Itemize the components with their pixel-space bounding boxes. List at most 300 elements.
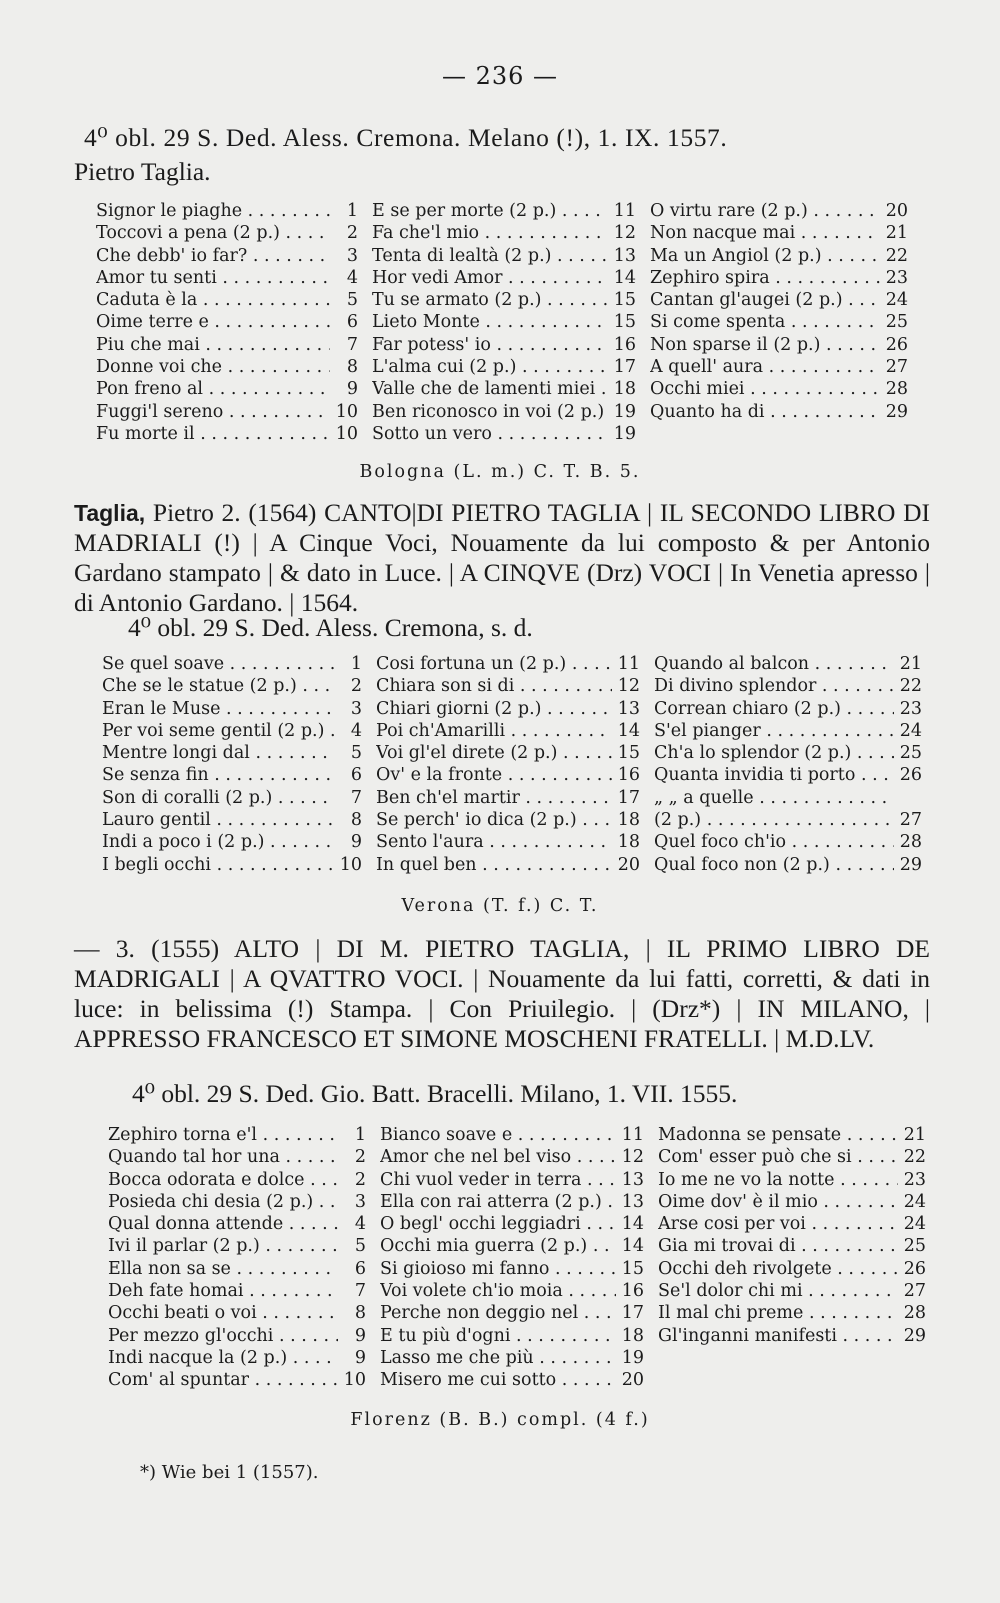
incipit-row <box>96 311 358 333</box>
incipit-number <box>894 787 922 809</box>
section1-composer: Pietro Taglia. <box>74 157 211 186</box>
incipit-number: 7 <box>350 787 362 808</box>
incipit-title: „ „ a quelle . . . <box>654 787 894 809</box>
incipit-title: Posieda chi desia (2 p.) . . . <box>108 1191 338 1213</box>
incipit-row <box>108 1369 366 1391</box>
incipit-row <box>380 1302 644 1324</box>
incipit-row <box>658 1235 926 1257</box>
section2-col <box>102 653 362 876</box>
incipit-title: Bocca odorata e dolce . . . <box>108 1169 338 1191</box>
incipit-row <box>102 787 362 809</box>
incipit-row <box>102 831 362 853</box>
incipit-title: Ov' e la fronte . . . <box>376 764 612 786</box>
incipit-number: 10 <box>343 1370 366 1391</box>
incipit-row <box>658 1258 926 1280</box>
incipit-number: 13 <box>621 1191 644 1212</box>
incipit-number: 17 <box>621 1303 644 1324</box>
incipit-number: 5 <box>350 743 362 764</box>
incipit-title: In quel ben . . . <box>376 854 612 876</box>
incipit-row <box>96 245 358 267</box>
incipit-number: 26 <box>885 334 908 355</box>
incipit-number: 3 <box>350 698 362 719</box>
incipit-row <box>380 1347 644 1369</box>
incipit-number: 24 <box>903 1191 926 1212</box>
incipit-number: 6 <box>350 765 362 786</box>
incipit-number: 19 <box>613 401 636 422</box>
incipit-row <box>376 675 640 697</box>
incipit-title: Gia mi trovai di . . . <box>658 1235 898 1257</box>
incipit-number: 21 <box>899 654 922 674</box>
incipit-row <box>96 401 358 423</box>
incipit-row <box>658 1325 926 1347</box>
section2-entry-text: Pietro 2. (1564) CANTO|DI PIETRO TAGLIA | IL SECONDO LIBRO DI MADRIALI (!) | A Cinque Voci, Nouamente da lui composto & per Antonio Gardano stampato | & dato in Luce. | A CINQVE (Drz) VOCI | In Venetia apresso | di Antonio Gardano. | 1564. <box>74 498 931 617</box>
incipit-row <box>658 1191 926 1213</box>
incipit-number: 14 <box>621 1214 644 1235</box>
incipit-row <box>380 1369 644 1391</box>
incipit-number: 25 <box>903 1236 926 1257</box>
incipit-title: Qual donna attende . . . <box>108 1213 338 1235</box>
incipit-row <box>102 854 362 876</box>
incipit-title: Quando tal hor una . . . <box>108 1146 338 1168</box>
incipit-number: 25 <box>899 743 922 764</box>
incipit-title: Ivi il parlar (2 p.) . . . <box>108 1235 338 1257</box>
incipit-number: 17 <box>613 357 636 378</box>
incipit-title: Che se le statue (2 p.) . . . <box>102 675 334 697</box>
incipit-title: E tu più d'ogni . . . <box>380 1325 616 1347</box>
incipit-number: 14 <box>621 1236 644 1257</box>
incipit-row <box>650 289 908 311</box>
incipit-number: 23 <box>903 1169 926 1190</box>
incipit-title: Che debb' io far? . . . <box>96 245 330 267</box>
section1-head: 4⁰ obl. 29 S. Ded. Aless. Cremona. Melano (!), 1. IX. 1557. <box>84 123 728 152</box>
incipit-number: 16 <box>613 334 636 355</box>
incipit-title: Piu che mai . . . <box>96 334 330 356</box>
incipit-row <box>108 1347 366 1369</box>
incipit-title: Occhi beati o voi . . . <box>108 1302 338 1324</box>
incipit-number: 27 <box>885 357 908 378</box>
incipit-number: 15 <box>613 312 636 333</box>
incipit-row <box>654 764 922 786</box>
incipit-row <box>372 334 636 356</box>
incipit-title: Per mezzo gl'occhi . . . <box>108 1325 338 1347</box>
incipit-title: Gl'inganni manifesti . . . <box>658 1325 898 1347</box>
incipit-title: Zephiro spira . . . <box>650 267 880 289</box>
incipit-title: Qual foco non (2 p.) . . . <box>654 854 894 876</box>
incipit-row <box>96 378 358 400</box>
incipit-number: 29 <box>903 1325 926 1346</box>
incipit-number: 9 <box>354 1347 366 1368</box>
incipit-number: 4 <box>350 720 362 741</box>
incipit-row <box>654 809 922 831</box>
incipit-title: Se senza fin . . . <box>102 764 334 786</box>
incipit-title: Voi volete ch'io moia . . . <box>380 1280 616 1302</box>
incipit-row <box>96 334 358 356</box>
incipit-number: 24 <box>899 720 922 741</box>
incipit-number: 5 <box>354 1236 366 1257</box>
section3-col <box>658 1124 926 1392</box>
incipit-title: Chiari giorni (2 p.) . . . <box>376 698 612 720</box>
incipit-title: Ch'a lo splendor (2 p.) . . . <box>654 742 894 764</box>
incipit-number: 21 <box>903 1125 926 1145</box>
incipit-title: O virtu rare (2 p.) . . . <box>650 200 880 222</box>
incipit-title: Fu morte il . . . <box>96 423 330 445</box>
incipit-number: 16 <box>621 1281 644 1302</box>
incipit-row <box>96 267 358 289</box>
incipit-number: 1 <box>346 201 358 221</box>
incipit-title: Deh fate homai . . . <box>108 1280 338 1302</box>
incipit-title: Ella con rai atterra (2 p.) . . . <box>380 1191 616 1213</box>
incipit-number: 24 <box>885 290 908 311</box>
incipit-row <box>650 334 908 356</box>
incipit-number: 18 <box>621 1325 644 1346</box>
incipit-row <box>650 356 908 378</box>
incipit-number: 26 <box>903 1258 926 1279</box>
incipit-title: Donne voi che . . . <box>96 356 330 378</box>
incipit-number: 9 <box>346 379 358 400</box>
incipit-title: Ben ch'el martir . . . <box>376 787 612 809</box>
incipit-number: 6 <box>354 1258 366 1279</box>
section1-col <box>650 200 908 445</box>
section1-col <box>96 200 358 445</box>
incipit-title: Ella non sa se . . . <box>108 1258 338 1280</box>
incipit-row <box>654 720 922 742</box>
incipit-title: Misero me cui sotto . . . <box>380 1369 616 1391</box>
incipit-row <box>96 200 358 222</box>
incipit-number: 12 <box>617 676 640 697</box>
incipit-title: Chi vuol veder in terra . . . <box>380 1169 616 1191</box>
incipit-row <box>380 1213 644 1235</box>
incipit-row <box>102 653 362 675</box>
section3-col <box>108 1124 366 1392</box>
incipit-title: L'alma cui (2 p.) . . . <box>372 356 608 378</box>
incipit-title: Indi nacque la (2 p.) . . . <box>108 1347 338 1369</box>
incipit-title: Son di coralli (2 p.) . . . <box>102 787 334 809</box>
footnote: *) Wie bei 1 (1557). <box>140 1462 319 1483</box>
incipit-row <box>108 1302 366 1324</box>
incipit-title: Non nacque mai . . . <box>650 222 880 244</box>
incipit-row <box>650 222 908 244</box>
incipit-row <box>658 1302 926 1324</box>
incipit-title: Pon freno al . . . <box>96 378 330 400</box>
incipit-row <box>650 401 908 423</box>
section2-col <box>376 653 640 876</box>
incipit-row <box>658 1280 926 1302</box>
incipit-number: 11 <box>617 654 640 674</box>
incipit-title: Signor le piaghe . . . <box>96 200 330 222</box>
incipit-title: Non sparse il (2 p.) . . . <box>650 334 880 356</box>
incipit-row <box>376 720 640 742</box>
incipit-row <box>654 698 922 720</box>
incipit-number: 8 <box>354 1303 366 1324</box>
incipit-title: Lasso me che più . . . <box>380 1347 616 1369</box>
incipit-row <box>650 378 908 400</box>
section3-col <box>380 1124 644 1392</box>
incipit-row <box>372 356 636 378</box>
incipit-number: 7 <box>346 334 358 355</box>
incipit-number: 11 <box>613 201 636 221</box>
incipit-row <box>102 809 362 831</box>
incipit-number: 29 <box>885 401 908 422</box>
incipit-row <box>102 720 362 742</box>
incipit-number: 28 <box>903 1303 926 1324</box>
incipit-title: Fuggi'l sereno . . . <box>96 401 330 423</box>
incipit-number: 23 <box>899 698 922 719</box>
incipit-number: 2 <box>350 676 362 697</box>
incipit-number: 2 <box>346 223 358 244</box>
section1-location: Bologna (L. m.) C. T. B. 5. <box>359 462 641 482</box>
incipit-row <box>108 1124 366 1146</box>
incipit-row <box>108 1213 366 1235</box>
incipit-number: 13 <box>621 1169 644 1190</box>
incipit-number: 3 <box>346 245 358 266</box>
incipit-number: 9 <box>350 832 362 853</box>
incipit-row <box>658 1169 926 1191</box>
incipit-row <box>654 854 922 876</box>
incipit-number: 13 <box>613 245 636 266</box>
incipit-number: 20 <box>885 201 908 221</box>
incipit-row <box>650 311 908 333</box>
incipit-title: Eran le Muse . . . <box>102 698 334 720</box>
incipit-title: Se quel soave . . . <box>102 653 334 675</box>
incipit-number: 3 <box>354 1191 366 1212</box>
incipit-title: Quanto ha di . . . <box>650 401 880 423</box>
incipit-title: Se perch' io dica (2 p.) . . . <box>376 809 612 831</box>
incipit-number: 5 <box>346 290 358 311</box>
incipit-number: 27 <box>899 810 922 831</box>
incipit-row <box>654 787 922 809</box>
section2-entry <box>74 498 930 618</box>
incipit-row <box>96 356 358 378</box>
incipit-row <box>372 222 636 244</box>
incipit-title: I begli occhi . . . <box>102 854 334 876</box>
incipit-title: Per voi seme gentil (2 p.) . . . <box>102 720 334 742</box>
incipit-title: Chiara son si di . . . <box>376 675 612 697</box>
incipit-title: Lauro gentil . . . <box>102 809 334 831</box>
incipit-row <box>108 1235 366 1257</box>
section2-entry-name: Taglia, <box>74 500 146 526</box>
section3-location: Florenz (B. B.) compl. (4 f.) <box>350 1410 650 1430</box>
incipit-title: Oime dov' è il mio . . . <box>658 1191 898 1213</box>
section2-col <box>654 653 922 876</box>
incipit-number: 6 <box>346 312 358 333</box>
incipit-number: 17 <box>617 787 640 808</box>
incipit-row <box>108 1280 366 1302</box>
incipit-row <box>380 1280 644 1302</box>
incipit-title: Occhi deh rivolgete . . . <box>658 1258 898 1280</box>
incipit-title: Lieto Monte . . . <box>372 311 608 333</box>
incipit-row <box>96 222 358 244</box>
incipit-number: 19 <box>613 423 636 444</box>
incipit-title: Com' al spuntar . . . <box>108 1369 338 1391</box>
incipit-title: A quell' aura . . . <box>650 356 880 378</box>
incipit-row <box>380 1235 644 1257</box>
incipit-row <box>102 742 362 764</box>
incipit-title: Voi gl'el direte (2 p.) . . . <box>376 742 612 764</box>
incipit-row <box>108 1258 366 1280</box>
incipit-title: Fa che'l mio . . . <box>372 222 608 244</box>
incipit-number: 16 <box>617 765 640 786</box>
incipit-title: Tu se armato (2 p.) . . . <box>372 289 608 311</box>
incipit-number: 27 <box>903 1281 926 1302</box>
incipit-title: Quel foco ch'io . . . <box>654 831 894 853</box>
incipit-row <box>372 200 636 222</box>
incipit-number: 8 <box>350 810 362 831</box>
incipit-row <box>372 289 636 311</box>
incipit-title: Bianco soave e . . . <box>380 1124 616 1146</box>
section2-head: 4⁰ obl. 29 S. Ded. Aless. Cremona, s. d. <box>128 613 533 642</box>
incipit-number: 18 <box>617 810 640 831</box>
incipit-number: 13 <box>617 698 640 719</box>
incipit-row <box>380 1325 644 1347</box>
incipit-row <box>380 1146 644 1168</box>
section3-table <box>108 1124 926 1392</box>
incipit-row <box>96 289 358 311</box>
incipit-row <box>380 1191 644 1213</box>
incipit-number: 22 <box>885 245 908 266</box>
incipit-number: 10 <box>339 854 362 875</box>
incipit-row <box>376 787 640 809</box>
incipit-row <box>376 809 640 831</box>
incipit-row <box>96 423 358 445</box>
incipit-title: Arse cosi per voi . . . <box>658 1213 898 1235</box>
incipit-title: Amor tu senti . . . <box>96 267 330 289</box>
incipit-title: Madonna se pensate . . . <box>658 1124 898 1146</box>
section3-entry: — 3. (1555) ALTO | DI M. PIETRO TAGLIA, | IL PRIMO LIBRO DE MADRIGALI | A QVATTRO VOCI. | Nouamente da lui fatti, corretti, & dati in luce: in belissima (!) Stampa. | Con Priuilegio. | (Drz*) | IN MILANO, | APPRESSO FRANCESCO ET SIMONE MOSCHENI FRATELLI. | M.D.LV. <box>74 934 930 1053</box>
incipit-title: Sotto un vero . . . <box>372 423 608 445</box>
incipit-row <box>654 831 922 853</box>
incipit-title: Quando al balcon . . . <box>654 653 894 675</box>
incipit-row <box>380 1169 644 1191</box>
section2-location: Verona (T. f.) C. T. <box>401 896 599 916</box>
incipit-number: 15 <box>617 743 640 764</box>
incipit-row <box>372 401 636 423</box>
incipit-row <box>380 1124 644 1146</box>
incipit-title: Ma un Angiol (2 p.) . . . <box>650 245 880 267</box>
incipit-row <box>650 267 908 289</box>
incipit-title: O begl' occhi leggiadri . . . <box>380 1213 616 1235</box>
incipit-number: 24 <box>903 1214 926 1235</box>
incipit-row <box>654 742 922 764</box>
incipit-number: 8 <box>346 357 358 378</box>
incipit-number: 10 <box>335 401 358 422</box>
incipit-number: 12 <box>621 1147 644 1168</box>
incipit-title: Oime terre e . . . <box>96 311 330 333</box>
incipit-row <box>102 698 362 720</box>
incipit-row <box>108 1169 366 1191</box>
incipit-title: Se'l dolor chi mi . . . <box>658 1280 898 1302</box>
incipit-number: 11 <box>621 1125 644 1145</box>
incipit-row <box>376 653 640 675</box>
incipit-number: 15 <box>621 1258 644 1279</box>
page-number: — 236 — <box>441 62 559 90</box>
section2-table <box>102 653 922 876</box>
incipit-row <box>654 675 922 697</box>
incipit-title: Io me ne vo la notte . . . <box>658 1169 898 1191</box>
incipit-number: 21 <box>885 223 908 244</box>
incipit-title: Caduta è la . . . <box>96 289 330 311</box>
incipit-number: 4 <box>346 267 358 288</box>
incipit-number: 18 <box>617 832 640 853</box>
incipit-title: Mentre longi dal . . . <box>102 742 334 764</box>
incipit-number: 10 <box>335 423 358 444</box>
incipit-row <box>658 1213 926 1235</box>
incipit-number: 1 <box>354 1125 366 1145</box>
incipit-number: 7 <box>354 1281 366 1302</box>
incipit-title: Cantan gl'augei (2 p.) . . . <box>650 289 880 311</box>
section3-head: 4⁰ obl. 29 S. Ded. Gio. Batt. Bracelli. Milano, 1. VII. 1555. <box>132 1079 738 1108</box>
incipit-number: 14 <box>617 720 640 741</box>
incipit-number: 14 <box>613 267 636 288</box>
incipit-row <box>380 1258 644 1280</box>
incipit-row <box>372 311 636 333</box>
incipit-row <box>376 764 640 786</box>
incipit-number: 25 <box>885 312 908 333</box>
incipit-row <box>372 423 636 445</box>
incipit-title: Quanta invidia ti porto . . . <box>654 764 894 786</box>
incipit-title: Perche non deggio nel . . . <box>380 1302 616 1324</box>
incipit-title: Si gioioso mi fanno . . . <box>380 1258 616 1280</box>
incipit-number: 4 <box>354 1214 366 1235</box>
incipit-number: 26 <box>899 765 922 786</box>
incipit-number: 22 <box>899 676 922 697</box>
incipit-title: E se per morte (2 p.) . . . <box>372 200 608 222</box>
incipit-number: 9 <box>354 1325 366 1346</box>
incipit-row <box>376 831 640 853</box>
incipit-row <box>376 698 640 720</box>
incipit-row <box>108 1325 366 1347</box>
incipit-number: 1 <box>350 654 362 674</box>
incipit-title: Amor che nel bel viso . . . <box>380 1146 616 1168</box>
incipit-number: 28 <box>899 832 922 853</box>
incipit-title: S'el pianger . . . <box>654 720 894 742</box>
incipit-title: Il mal chi preme . . . <box>658 1302 898 1324</box>
incipit-number: 18 <box>613 379 636 400</box>
incipit-title: Correan chiaro (2 p.) . . . <box>654 698 894 720</box>
incipit-title: Indi a poco i (2 p.) . . . <box>102 831 334 853</box>
incipit-row <box>372 245 636 267</box>
incipit-title: Cosi fortuna un (2 p.) . . . <box>376 653 612 675</box>
incipit-number: 2 <box>354 1169 366 1190</box>
incipit-title: Poi ch'Amarilli . . . <box>376 720 612 742</box>
incipit-title: Occhi mia guerra (2 p.) . . . <box>380 1235 616 1257</box>
incipit-title: Com' esser può che si . . . <box>658 1146 898 1168</box>
incipit-title: Si come spenta . . . <box>650 311 880 333</box>
incipit-title: Toccovi a pena (2 p.) . . . <box>96 222 330 244</box>
incipit-number: 29 <box>899 854 922 875</box>
incipit-row <box>376 742 640 764</box>
incipit-row <box>654 653 922 675</box>
incipit-number: 19 <box>621 1347 644 1368</box>
incipit-row <box>108 1191 366 1213</box>
incipit-title: Valle che de lamenti miei . . . <box>372 378 608 400</box>
incipit-number: 12 <box>613 223 636 244</box>
incipit-number: 22 <box>903 1147 926 1168</box>
incipit-title: Far potess' io . . . <box>372 334 608 356</box>
incipit-row <box>102 764 362 786</box>
incipit-row <box>658 1146 926 1168</box>
incipit-title: Tenta di lealtà (2 p.) . . . <box>372 245 608 267</box>
incipit-number: 20 <box>621 1370 644 1391</box>
incipit-title: Di divino splendor . . . <box>654 675 894 697</box>
incipit-row <box>372 378 636 400</box>
incipit-row <box>102 675 362 697</box>
incipit-number: 20 <box>617 854 640 875</box>
incipit-title: Sento l'aura . . . <box>376 831 612 853</box>
incipit-number: 28 <box>885 379 908 400</box>
incipit-title: (2 p.) . . . <box>654 809 894 831</box>
section1-col <box>372 200 636 445</box>
incipit-row <box>650 245 908 267</box>
